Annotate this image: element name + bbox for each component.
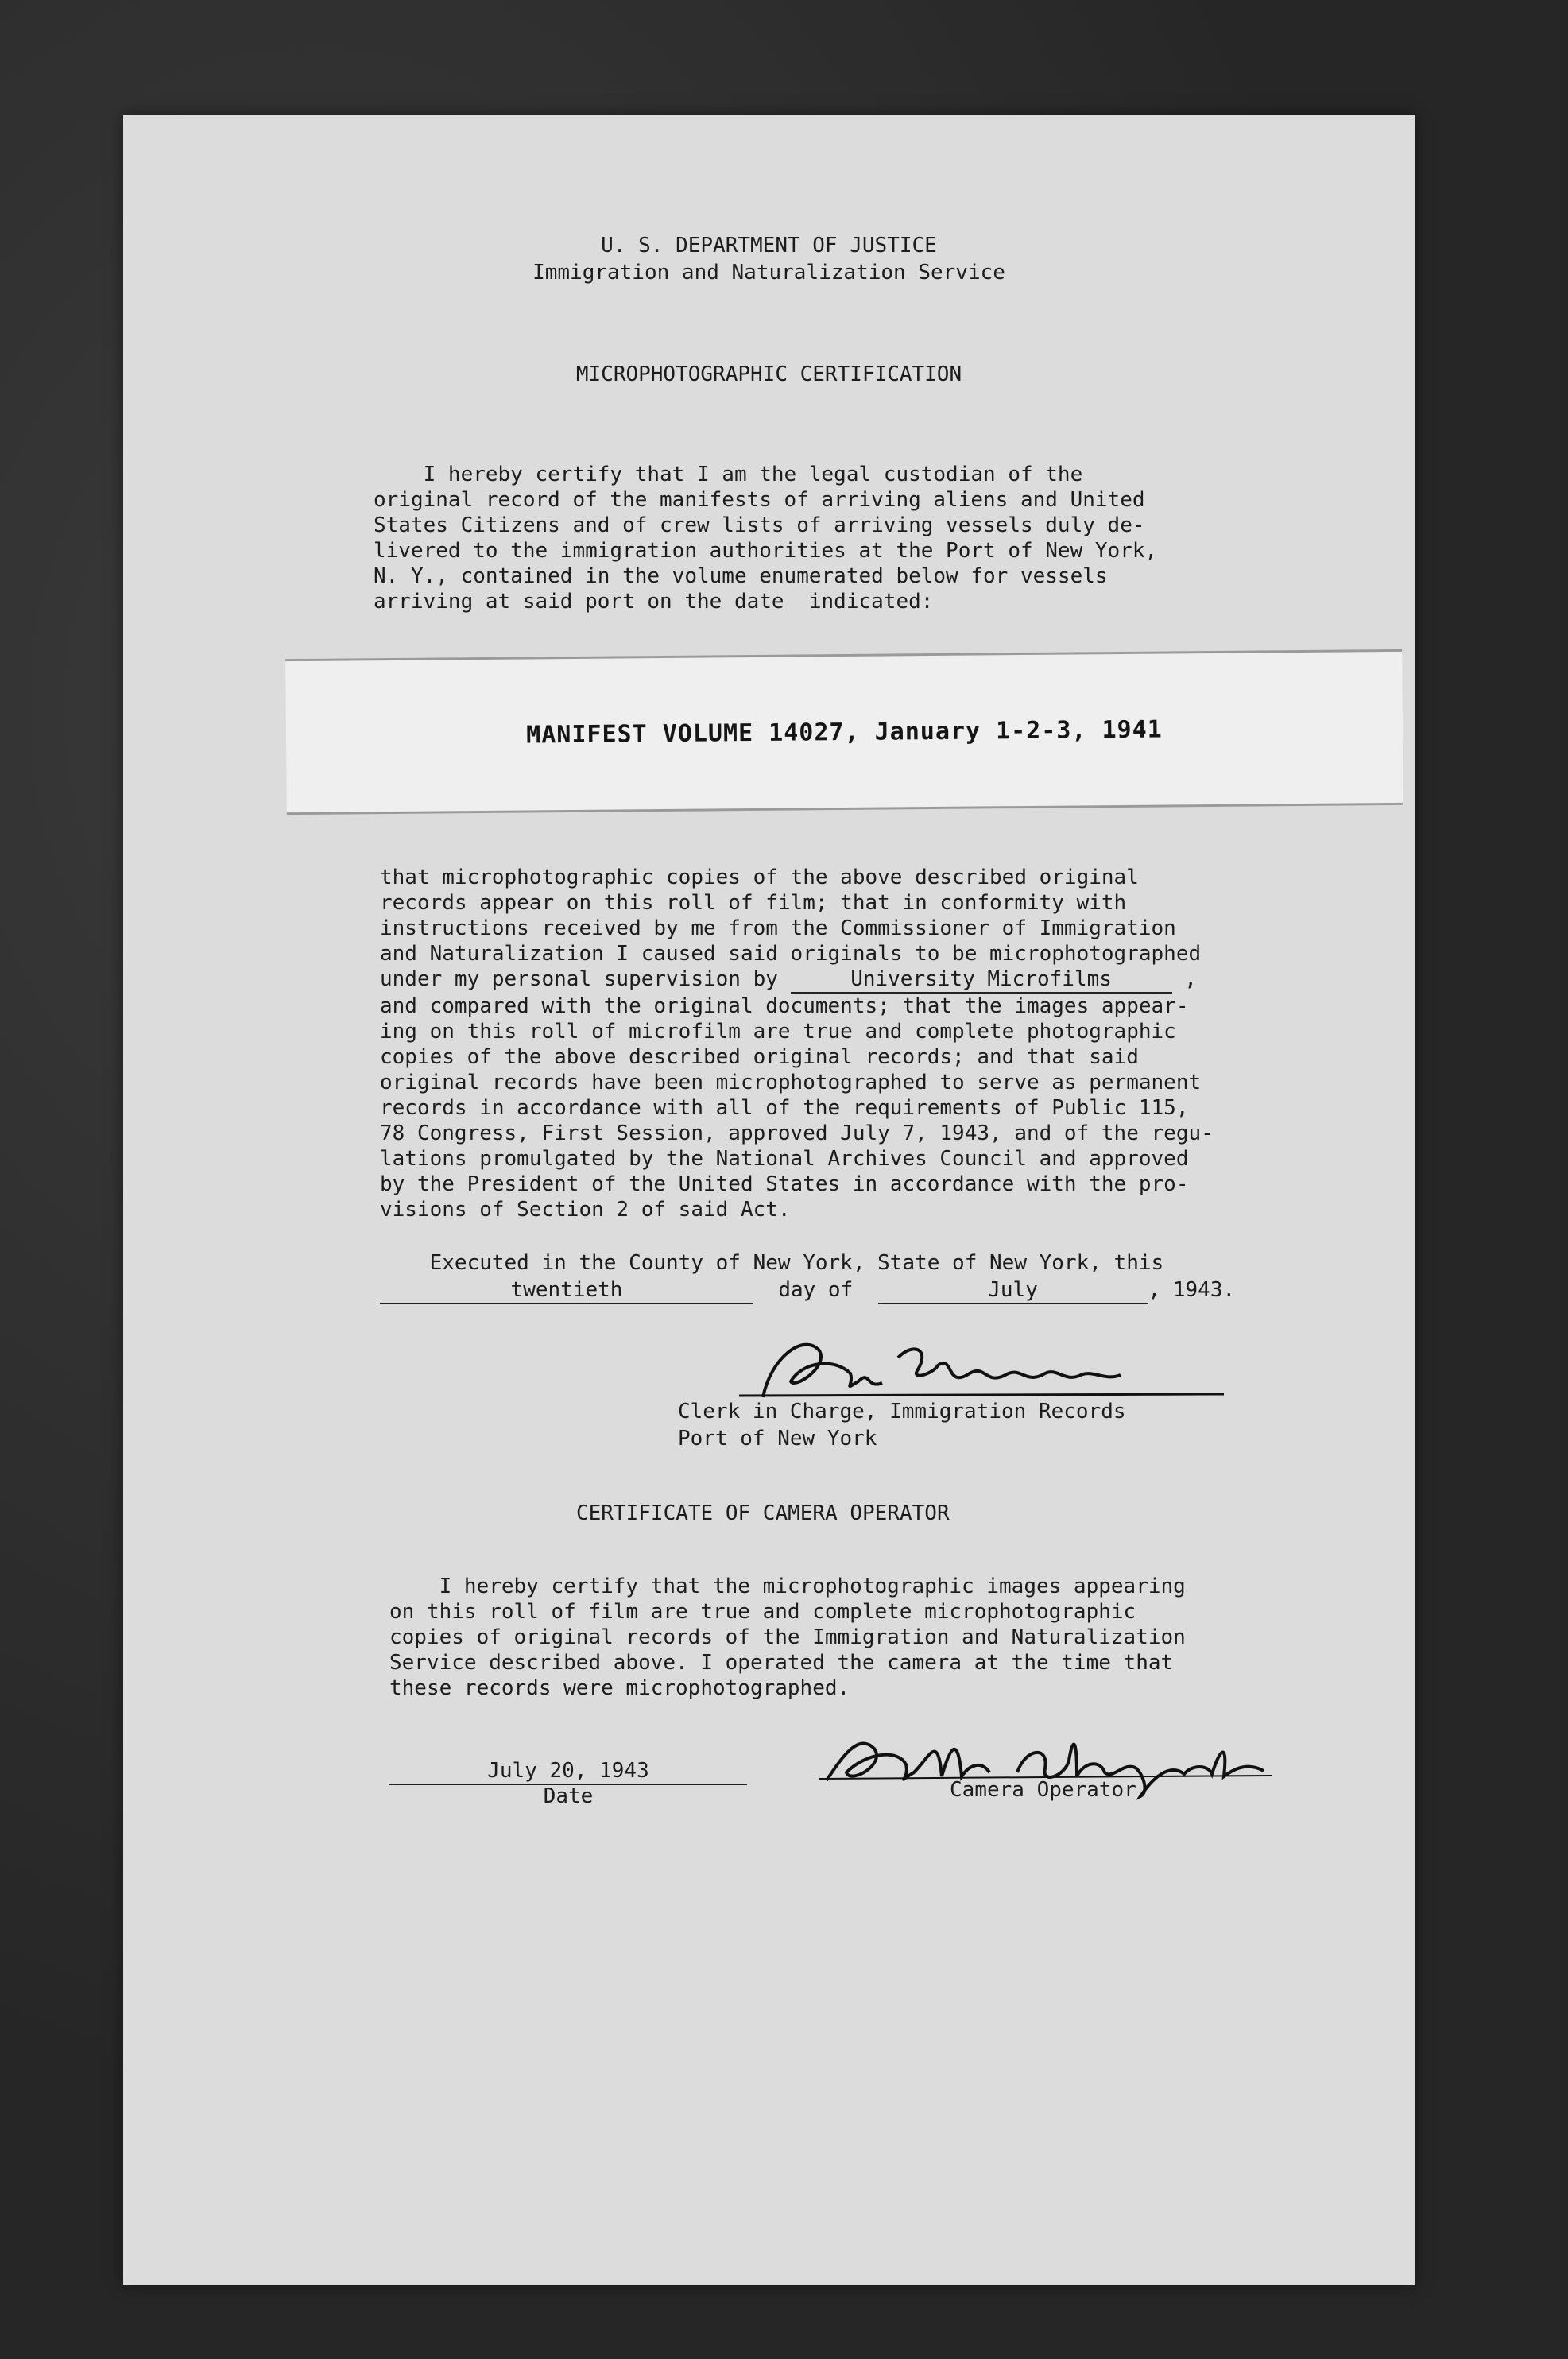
clerk-title: Clerk in Charge, Immigration Records [678, 1400, 1126, 1424]
camera-line: on this roll of film are true and complete microphotographic [389, 1600, 1136, 1624]
body-line: and compared with the original documents; that the images appear- [380, 994, 1189, 1018]
body-line: records appear on this roll of film; that in conformity with [380, 891, 1127, 915]
intro-line: I hereby certify that I am the legal custodian of the [374, 463, 1083, 486]
day-of-label: day of [778, 1278, 854, 1302]
body-line: records in accordance with all of the requirements of Public 115, [380, 1096, 1189, 1120]
manifest-volume-label: MANIFEST VOLUME 14027, January 1-2-3, 1941 [526, 715, 1163, 750]
intro-line: States Citizens and of crew lists of arriving vessels duly de- [374, 513, 1145, 537]
body-line: instructions received by me from the Commissioner of Immigration [380, 916, 1176, 940]
executed-line: Executed in the County of New York, State of New York, this [380, 1251, 1164, 1275]
body-line: original records have been microphotographed to serve as permanent [380, 1071, 1202, 1094]
body-line: lations promulgated by the National Archives Council and approved [380, 1147, 1189, 1171]
body-line: copies of the above described original records; and that said [380, 1045, 1139, 1069]
body-line: by the President of the United States in accordance with the pro- [380, 1172, 1189, 1196]
supervision-prefix: under my personal supervision by [380, 967, 791, 991]
intro-line: livered to the immigration authorities at the Port of New York, [374, 539, 1158, 563]
camera-line: Service described above. I operated the camera at the time that [389, 1651, 1174, 1675]
camera-paragraph [389, 1574, 1186, 1701]
day-field: twentieth [380, 1277, 753, 1304]
month-field: July [878, 1277, 1148, 1304]
operator-date-value: July 20, 1943 [487, 1759, 649, 1783]
certification-paragraph [380, 865, 1214, 1222]
camera-line: copies of original records of the Immigration and Naturalization [389, 1625, 1186, 1649]
body-line: 78 Congress, First Session, approved July 7, 1943, and of the regu- [380, 1121, 1214, 1145]
year-label: , 1943. [1148, 1278, 1236, 1302]
intro-line: original record of the manifests of arriving aliens and United [374, 488, 1145, 512]
camera-line: these records were microphotographed. [389, 1676, 850, 1700]
clerk-port: Port of New York [678, 1427, 877, 1451]
service-heading: Immigration and Naturalization Service [532, 261, 1005, 285]
supervisor-field: University Microfilms [791, 966, 1172, 994]
intro-paragraph [374, 462, 1157, 614]
executed-date-line [380, 1277, 1235, 1304]
date-label: Date [543, 1784, 594, 1808]
camera-certificate-heading: CERTIFICATE OF CAMERA OPERATOR [576, 1501, 950, 1525]
body-line: ing on this roll of microfilm are true and complete photographic [380, 1020, 1176, 1044]
supervision-suffix: , [1171, 967, 1197, 991]
intro-line: arriving at said port on the date indicated: [374, 590, 934, 614]
department-heading: U. S. DEPARTMENT OF JUSTICE [601, 234, 937, 258]
supervision-line [380, 966, 1214, 994]
manifest-volume-strip [285, 649, 1403, 815]
document-title: MICROPHOTOGRAPHIC CERTIFICATION [575, 362, 962, 386]
camera-line: I hereby certify that the microphotographic images appearing [389, 1575, 1186, 1598]
body-line: visions of Section 2 of said Act. [380, 1198, 791, 1222]
body-line: that microphotographic copies of the above described original [380, 866, 1139, 889]
intro-line: N. Y., contained in the volume enumerated below for vessels [374, 564, 1108, 588]
body-line: and Naturalization I caused said originals to be microphotographed [380, 942, 1202, 966]
operator-label: Camera Operator [950, 1778, 1136, 1802]
